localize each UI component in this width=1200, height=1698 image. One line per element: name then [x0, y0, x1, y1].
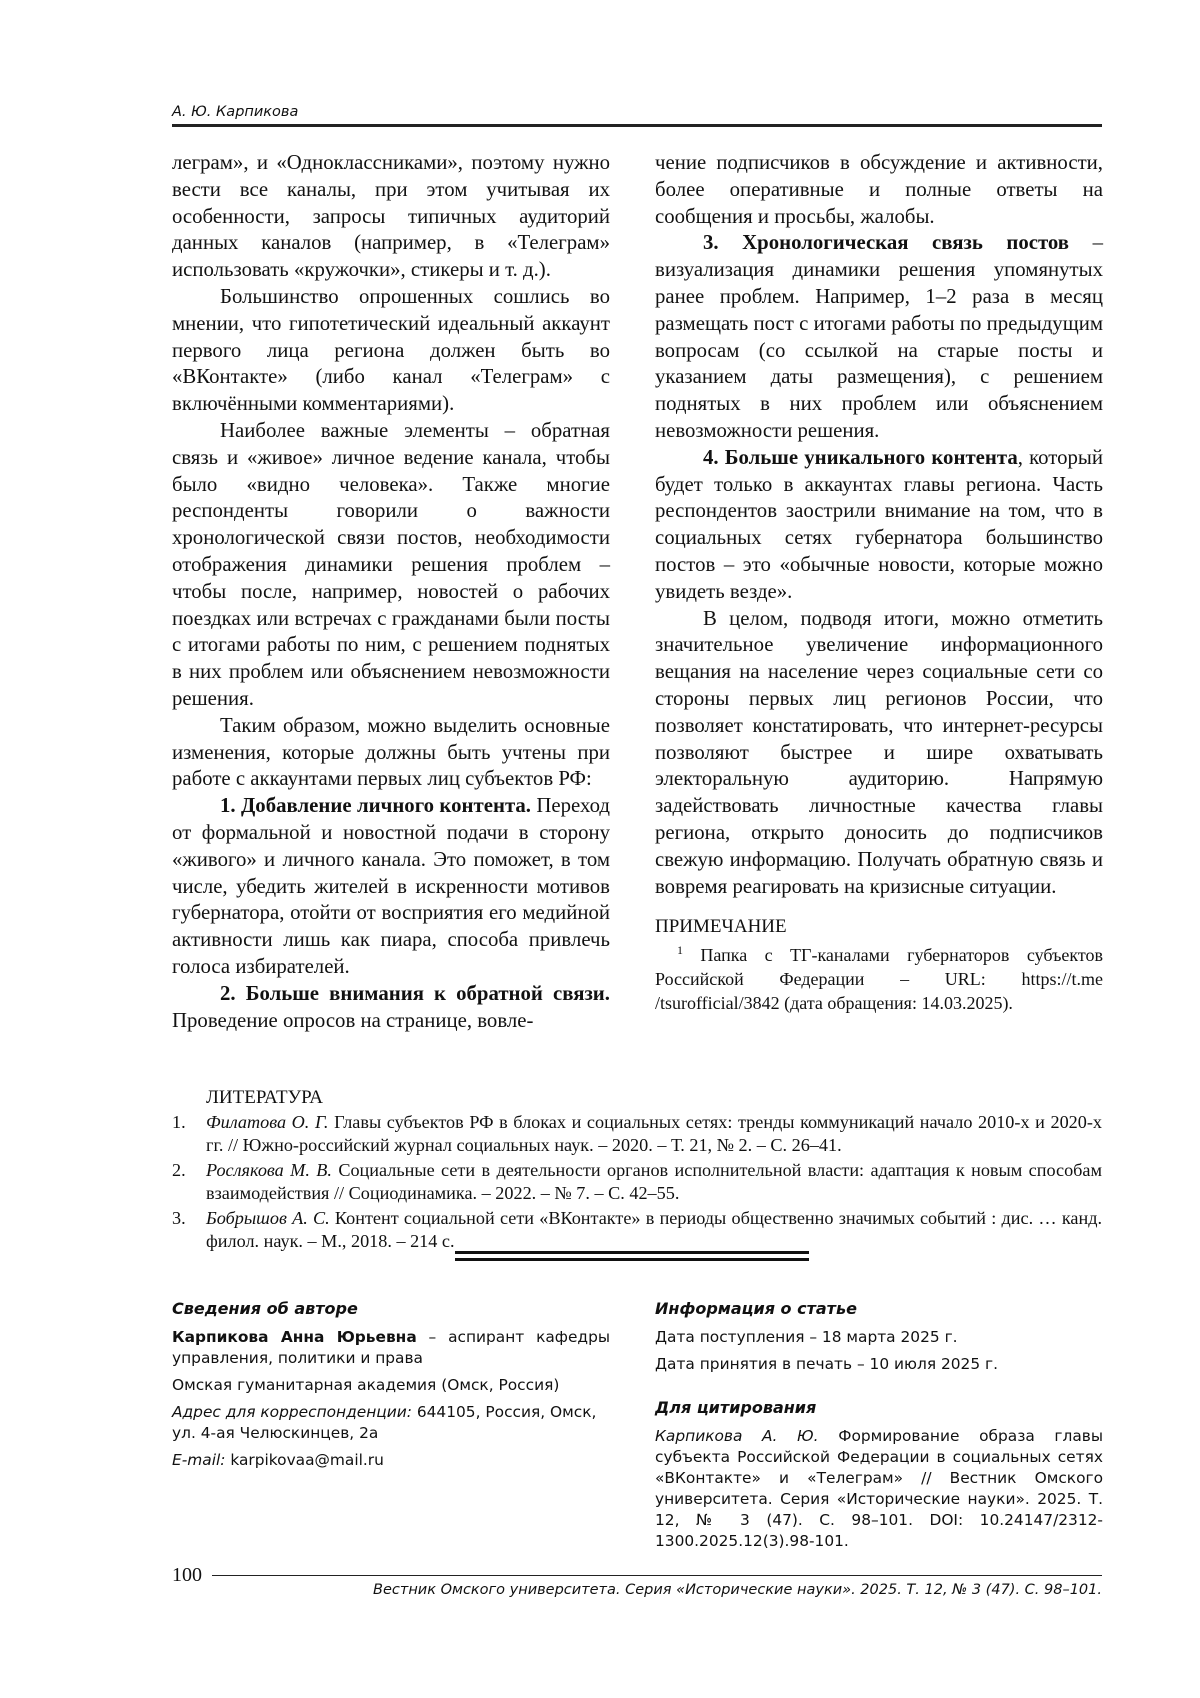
- list-item-chronology: [655, 230, 1103, 444]
- literature-author: Рослякова М. В.: [206, 1160, 332, 1180]
- list-item-title: 1. Добавление личного контента.: [220, 794, 532, 818]
- paragraph: чение подписчиков в обсуждение и активности, более оперативные и полные ответы на сообщения и просьбы, жалобы.: [655, 151, 1103, 228]
- author-address: [172, 1402, 610, 1444]
- list-item-title: 2. Больше внимания к обратной связи.: [220, 981, 610, 1005]
- footnote-text: Папка с ТГ-каналами губернаторов субъектов Российской Федерации – URL: https://t.me /tsurofficial/3842 (дата обращения: 14.03.2025).: [655, 945, 1103, 1014]
- literature-text: Социальные сети в деятельности органов исполнительной власти: адаптация к новым способам взаимодействия // Социодинамика. – 2022. – № 7. – С. 42–55.: [206, 1160, 1102, 1203]
- list-item-feedback: [172, 981, 610, 1035]
- footnote: [655, 938, 1103, 1015]
- author-info: [172, 1298, 610, 1477]
- conclusion-paragraph: В целом, подводя итоги, можно отметить значительное увеличение информационного вещания на население через социальные сети со стороны первых лиц регионов России, что позволяет констатировать, что интернет-ресурсы позволяют быстрее и шире охватывать электоральную аудиторию. Напрямую задействовать личностные качества главы региона, открыто доносить до подписчиков свежую информацию. Получать обратную связь и вовремя реагировать на кризисные ситуации.: [655, 606, 1103, 898]
- footnote-mark: 1: [677, 943, 683, 958]
- list-item-title: 3. Хронологическая связь постов: [703, 231, 1070, 255]
- citation-text: Формирование образа главы субъекта Российской Федерации в социальных сетях «ВКонтакте» и «Телеграм» // Вестник Омского университета. Серия «Исторические науки». 2025. Т. 12, № 3 (47). С. 98–101. DOI: 10.24147/2312-1300.2025.12(3).98-101.: [655, 1427, 1103, 1550]
- author-info-heading: Сведения об авторе: [172, 1299, 358, 1318]
- literature-text: Контент социальной сети «ВКонтакте» в периоды общественно значимых событий : дис. … канд. филол. наук. – М., 2018. – 214 с.: [206, 1208, 1102, 1251]
- paragraph: Большинство опрошенных сошлись во мнении, что гипотетический идеальный аккаунт первого лица региона должен быть во «ВКонтакте» (либо канал «Телеграм» с включёнными комментариями).: [172, 284, 610, 416]
- list-item-text: Переход от формальной и новостной подачи в сторону «живого» и личного канала. Это поможет, в том числе, убедить жителей в искренности мотивов губернатора, отойти от восприятия его медийной активности лишь как пиара, способа привлечь голоса избирателей.: [172, 794, 611, 978]
- separator-rule-top: [455, 1251, 809, 1254]
- literature-item: [172, 1111, 1102, 1157]
- literature-text: Главы субъектов РФ в блоках и социальных сетях: тренды коммуникаций начало 2010-х и 2020-х гг. // Южно-российский журнал социальных наук. – 2020. – Т. 21, № 2. – С. 26–41.: [206, 1112, 1102, 1155]
- list-item-text: – визуализация динамики решения упомянутых ранее проблем. Например, 1–2 раза в месяц размещать пост с итогами работы по предыдущим вопросам (со ссылкой на старые посты и указанием даты размещения), с решением поднятых в них проблем или объяснением невозможности решения.: [655, 231, 1103, 442]
- list-item-text: Проведение опросов на странице, вовле-: [172, 1008, 534, 1032]
- left-column: [172, 150, 610, 1034]
- footer-journal-title: Вестник Омского университета. Серия «Исторические науки». 2025. Т. 12, № 3 (47). С. 98–101.: [373, 1582, 1102, 1598]
- literature-number: 1.: [172, 1112, 186, 1132]
- list-item-personal-content: [172, 793, 610, 981]
- email-link[interactable]: karpikovaa@mail.ru: [225, 1451, 384, 1469]
- list-item-text: , который будет только в аккаунтах главы региона. Часть респондентов заострили внимание на том, что в социальных сетях губернатора большинство постов – это «обычные новости, которые можно увидеть везде».: [655, 445, 1103, 603]
- email-label: E-mail:: [172, 1451, 226, 1469]
- list-item-unique-content: [655, 445, 1103, 606]
- accepted-date: Дата принятия в печать – 10 июля 2025 г.: [655, 1355, 999, 1373]
- literature-number: 3.: [172, 1208, 186, 1228]
- paragraph: Наиболее важные элементы – обратная связь и «живое» личное ведение канала, чтобы было «видно человека». Также многие респонденты говорили о важности хронологической связи постов, необходимости отображения динамики решения проблем – чтобы после, например, новостей о рабочих поездках или встречах с гражданами были посты с итогами работы по ним, с решением поднятых в них проблем или объяснением невозможности решения.: [172, 418, 610, 710]
- running-head: А. Ю. Карпикова: [172, 104, 299, 120]
- citation-author: Карпикова А. Ю.: [655, 1427, 819, 1445]
- literature-list: [172, 1111, 1102, 1253]
- right-column: [655, 150, 1103, 1015]
- literature-heading: ЛИТЕРАТУРА: [206, 1087, 323, 1108]
- literature-author: Бобрышов А. С.: [206, 1208, 330, 1228]
- list-item-title: 4. Больше уникального контента: [703, 445, 1018, 469]
- literature-number: 2.: [172, 1160, 186, 1180]
- literature-item: [172, 1159, 1102, 1205]
- author-position: – аспирант кафедры управления, политики и права: [172, 1328, 610, 1367]
- author-organization: Омская гуманитарная академия (Омск, Россия): [172, 1376, 560, 1394]
- author-name-line: [172, 1327, 610, 1369]
- literature-author: Филатова О. Г.: [206, 1112, 329, 1132]
- citation: [655, 1426, 1103, 1552]
- note-heading: ПРИМЕЧАНИЕ: [655, 916, 787, 938]
- literature-item: [172, 1207, 1102, 1253]
- author-name: Карпикова Анна Юрьевна: [172, 1328, 417, 1346]
- address-value: 644105, Россия, Омск, ул. 4-ая Челюскинцев, 2а: [172, 1403, 597, 1442]
- author-email: [172, 1450, 610, 1471]
- header-rule: [172, 124, 1102, 127]
- literature-section: [172, 1086, 1102, 1255]
- page-number: 100: [172, 1564, 202, 1586]
- footer-rule: [212, 1575, 1102, 1576]
- separator-rule-bottom: [455, 1258, 809, 1261]
- address-label: Адрес для корреспонденции:: [172, 1403, 412, 1421]
- paragraph: Таким образом, можно выделить основные изменения, которые должны быть учтены при работе с аккаунтами первых лиц субъектов РФ:: [172, 713, 610, 791]
- article-info: [655, 1298, 1103, 1558]
- paragraph: леграм», и «Одноклассниками», поэтому нужно вести все каналы, при этом учитывая их особенности, запросы типичных аудиторий данных каналов (например, в «Телеграм» использовать «кружочки», стикеры и т. д.).: [172, 151, 610, 282]
- citation-heading: Для цитирования: [655, 1398, 817, 1417]
- received-date: Дата поступления – 18 марта 2025 г.: [655, 1328, 958, 1346]
- article-info-heading: Информация о статье: [655, 1299, 857, 1318]
